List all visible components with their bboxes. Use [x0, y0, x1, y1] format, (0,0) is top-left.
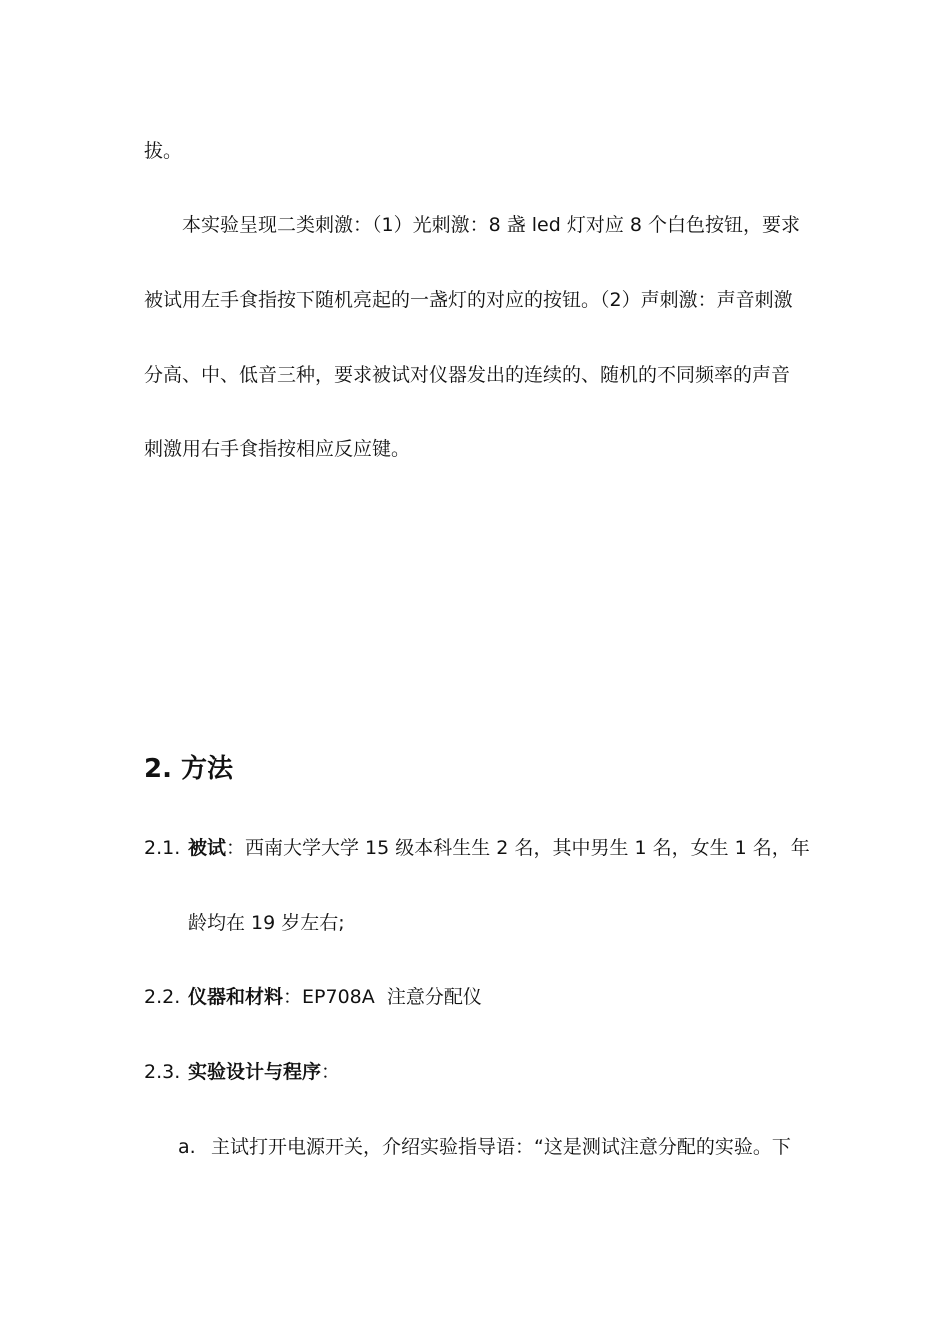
- item-label: 实验设计与程序: [188, 1061, 322, 1083]
- paragraph-line: 拔。: [144, 140, 183, 162]
- list-item: [144, 836, 810, 860]
- paragraph-line: 本实验呈现二类刺激：（1）光刺激：8 盏 led 灯对应 8 个白色按钮，要求: [182, 214, 800, 236]
- item-text: ：: [321, 1061, 341, 1083]
- sub-list-item: [178, 1135, 791, 1159]
- item-number: 2.1.: [144, 837, 181, 859]
- sub-item-marker: a.: [178, 1136, 196, 1158]
- section-number: 2.: [144, 754, 172, 784]
- list-item: [144, 1060, 340, 1084]
- paragraph-line: 刺激用右手食指按相应反应键。: [144, 438, 411, 460]
- list-item: [144, 985, 482, 1009]
- section-title: 方法: [181, 754, 234, 784]
- item-label: 仪器和材料: [188, 986, 284, 1008]
- item-number: 2.2.: [144, 986, 181, 1008]
- item-number: 2.3.: [144, 1061, 181, 1083]
- paragraph-line: 被试用左手食指按下随机亮起的一盏灯的对应的按钮。（2）声刺激：声音刺激: [144, 289, 793, 311]
- section-heading: [144, 753, 233, 785]
- paragraph-line: 分高、中、低音三种，要求被试对仪器发出的连续的、随机的不同频率的声音: [144, 364, 791, 386]
- list-item-continuation: 龄均在 19 岁左右;: [188, 912, 345, 934]
- item-text: ：西南大学大学 15 级本科生生 2 名，其中男生 1 名，女生 1 名，年: [226, 837, 810, 859]
- sub-item-text: 主试打开电源开关，介绍实验指导语：“这是测试注意分配的实验。下: [211, 1136, 791, 1158]
- item-label: 被试: [188, 837, 227, 859]
- item-text: ：EP708A 注意分配仪: [283, 986, 482, 1008]
